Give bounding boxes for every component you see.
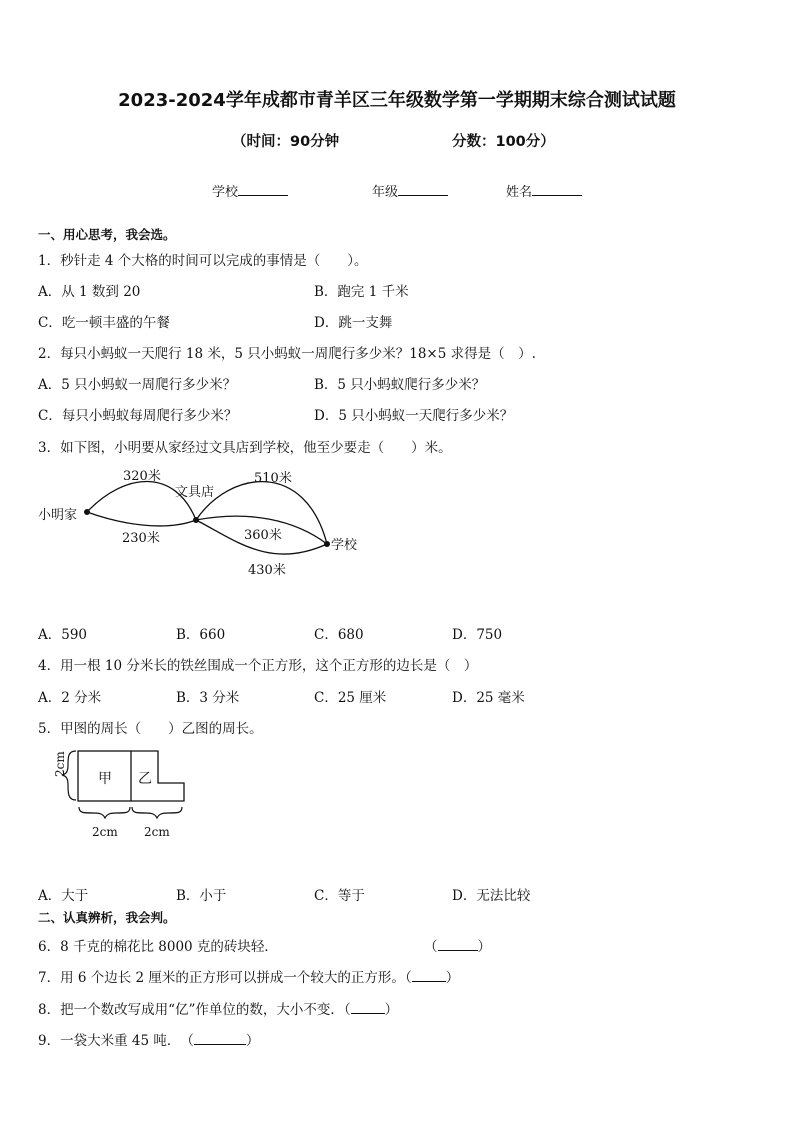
q1-option-d[interactable]: D．跳一支舞 — [314, 315, 393, 331]
q1-option-a[interactable]: A．从 1 数到 20 — [38, 284, 141, 300]
route-230-label: 230米 — [122, 531, 160, 546]
judge-item-8: 8．把一个数改写成用“亿”作单位的数，大小不变．（ ） — [38, 998, 398, 1018]
time-info: （时间：90分钟 — [232, 134, 340, 150]
score-info: 分数：100分） — [452, 134, 555, 150]
question-3-stem: 3．如下图，小明要从家经过文具店到学校，他至少要走（ ）米。 — [38, 440, 452, 456]
q1-option-b[interactable]: B．跑完 1 千米 — [314, 284, 409, 300]
name-blank[interactable] — [532, 181, 582, 196]
q3-option-b[interactable]: B．660 — [176, 627, 226, 643]
q5-option-d[interactable]: D．无法比较 — [452, 888, 531, 904]
school-point — [324, 541, 330, 547]
judge-item-9-blank[interactable] — [194, 1030, 246, 1045]
question-1-stem: 1．秒针走 4 个大格的时间可以完成的事情是（ ）。 — [38, 253, 368, 269]
school-label: 学校 — [331, 538, 358, 553]
q4-option-c[interactable]: C．25 厘米 — [314, 690, 387, 706]
home-label: 小明家 — [38, 508, 78, 523]
q4-option-b[interactable]: B．3 分米 — [176, 690, 240, 706]
page-title: 2023-2024学年成都市青羊区三年级数学第一学期期末综合测试试题 — [118, 90, 676, 111]
judge-item-7-blank[interactable] — [412, 967, 446, 982]
name-label: 姓名 — [506, 185, 533, 200]
route-430-label: 430米 — [248, 563, 286, 578]
shop-point — [193, 517, 199, 523]
grade-blank[interactable] — [398, 181, 448, 196]
q3-option-a[interactable]: A．590 — [38, 627, 88, 643]
judge-item-7-text: 7．用 6 个边长 2 厘米的正方形可以拼成一个较大的正方形。 — [38, 970, 405, 986]
width-brace-left — [79, 807, 130, 818]
grade-label: 年级 — [372, 185, 399, 200]
shop-label: 文具店 — [175, 485, 215, 500]
width-brace-right — [132, 807, 182, 818]
q2-option-a[interactable]: A．5 只小蚂蚁一周爬行多少米？ — [38, 377, 237, 393]
judge-item-7: 7．用 6 个边长 2 厘米的正方形可以拼成一个较大的正方形。（ ） — [38, 966, 459, 986]
judge-item-6 — [38, 935, 278, 955]
judge-item-9: 9．一袋大米重 45 吨． （ ） — [38, 1029, 259, 1049]
width-label-right: 2cm — [144, 825, 170, 839]
route-map-figure — [30, 460, 390, 585]
grade-field[interactable] — [372, 181, 448, 200]
q1-option-c[interactable]: C．吃一顿丰盛的午餐 — [38, 315, 170, 331]
school-blank[interactable] — [238, 181, 288, 196]
judge-item-6-blank[interactable] — [438, 936, 478, 951]
route-home-shop-lower — [87, 512, 196, 526]
q3-option-d[interactable]: D．750 — [452, 627, 503, 643]
judge-item-9-text: 9．一袋大米重 45 吨． — [38, 1033, 174, 1049]
section-2-title: 二、认真辨析，我会判。 — [38, 910, 176, 925]
q5-option-c[interactable]: C．等于 — [314, 888, 365, 904]
q2-option-c[interactable]: C．每只小蚂蚁每周爬行多少米？ — [38, 408, 238, 424]
judge-item-6-answer[interactable]: （ ） — [424, 935, 491, 955]
q2-option-d[interactable]: D．5 只小蚂蚁一天爬行多少米？ — [314, 408, 514, 424]
section-1-title: 一、用心思考，我会选。 — [38, 227, 176, 242]
school-field[interactable] — [212, 181, 288, 200]
q3-option-c[interactable]: C．680 — [314, 627, 364, 643]
route-510-label: 510米 — [254, 471, 292, 486]
home-point — [84, 509, 90, 515]
school-label: 学校 — [212, 185, 239, 200]
q2-option-b[interactable]: B．5 只小蚂蚁爬行多少米？ — [314, 377, 486, 393]
name-field[interactable] — [506, 181, 582, 200]
judge-item-6-text: 6．8 千克的棉花比 8000 克的砖块轻． — [38, 939, 278, 955]
yi-label: 乙 — [138, 771, 152, 787]
route-360-label: 360米 — [244, 528, 282, 543]
judge-item-8-text: 8．把一个数改写成用“亿”作单位的数，大小不变． — [38, 1002, 344, 1018]
judge-item-8-blank[interactable] — [351, 999, 385, 1014]
height-label: 2cm — [53, 751, 67, 777]
q4-option-d[interactable]: D．25 毫米 — [452, 690, 525, 706]
question-2-stem: 2．每只小蚂蚁一天爬行 18 米，5 只小蚂蚁一周爬行多少米？18×5 求得是（ ）. — [38, 346, 536, 362]
q5-option-a[interactable]: A．大于 — [38, 888, 89, 904]
width-label-left: 2cm — [92, 825, 118, 839]
question-5-stem: 5．甲图的周长（ ）乙图的周长。 — [38, 721, 263, 737]
q5-option-b[interactable]: B．小于 — [176, 888, 227, 904]
jia-label: 甲 — [98, 771, 112, 787]
route-320-label: 320米 — [123, 469, 161, 484]
q4-option-a[interactable]: A．2 分米 — [38, 690, 102, 706]
perimeter-figure — [36, 745, 196, 845]
question-4-stem: 4．用一根 10 分米长的铁丝围成一个正方形，这个正方形的边长是（ ） — [38, 658, 478, 674]
